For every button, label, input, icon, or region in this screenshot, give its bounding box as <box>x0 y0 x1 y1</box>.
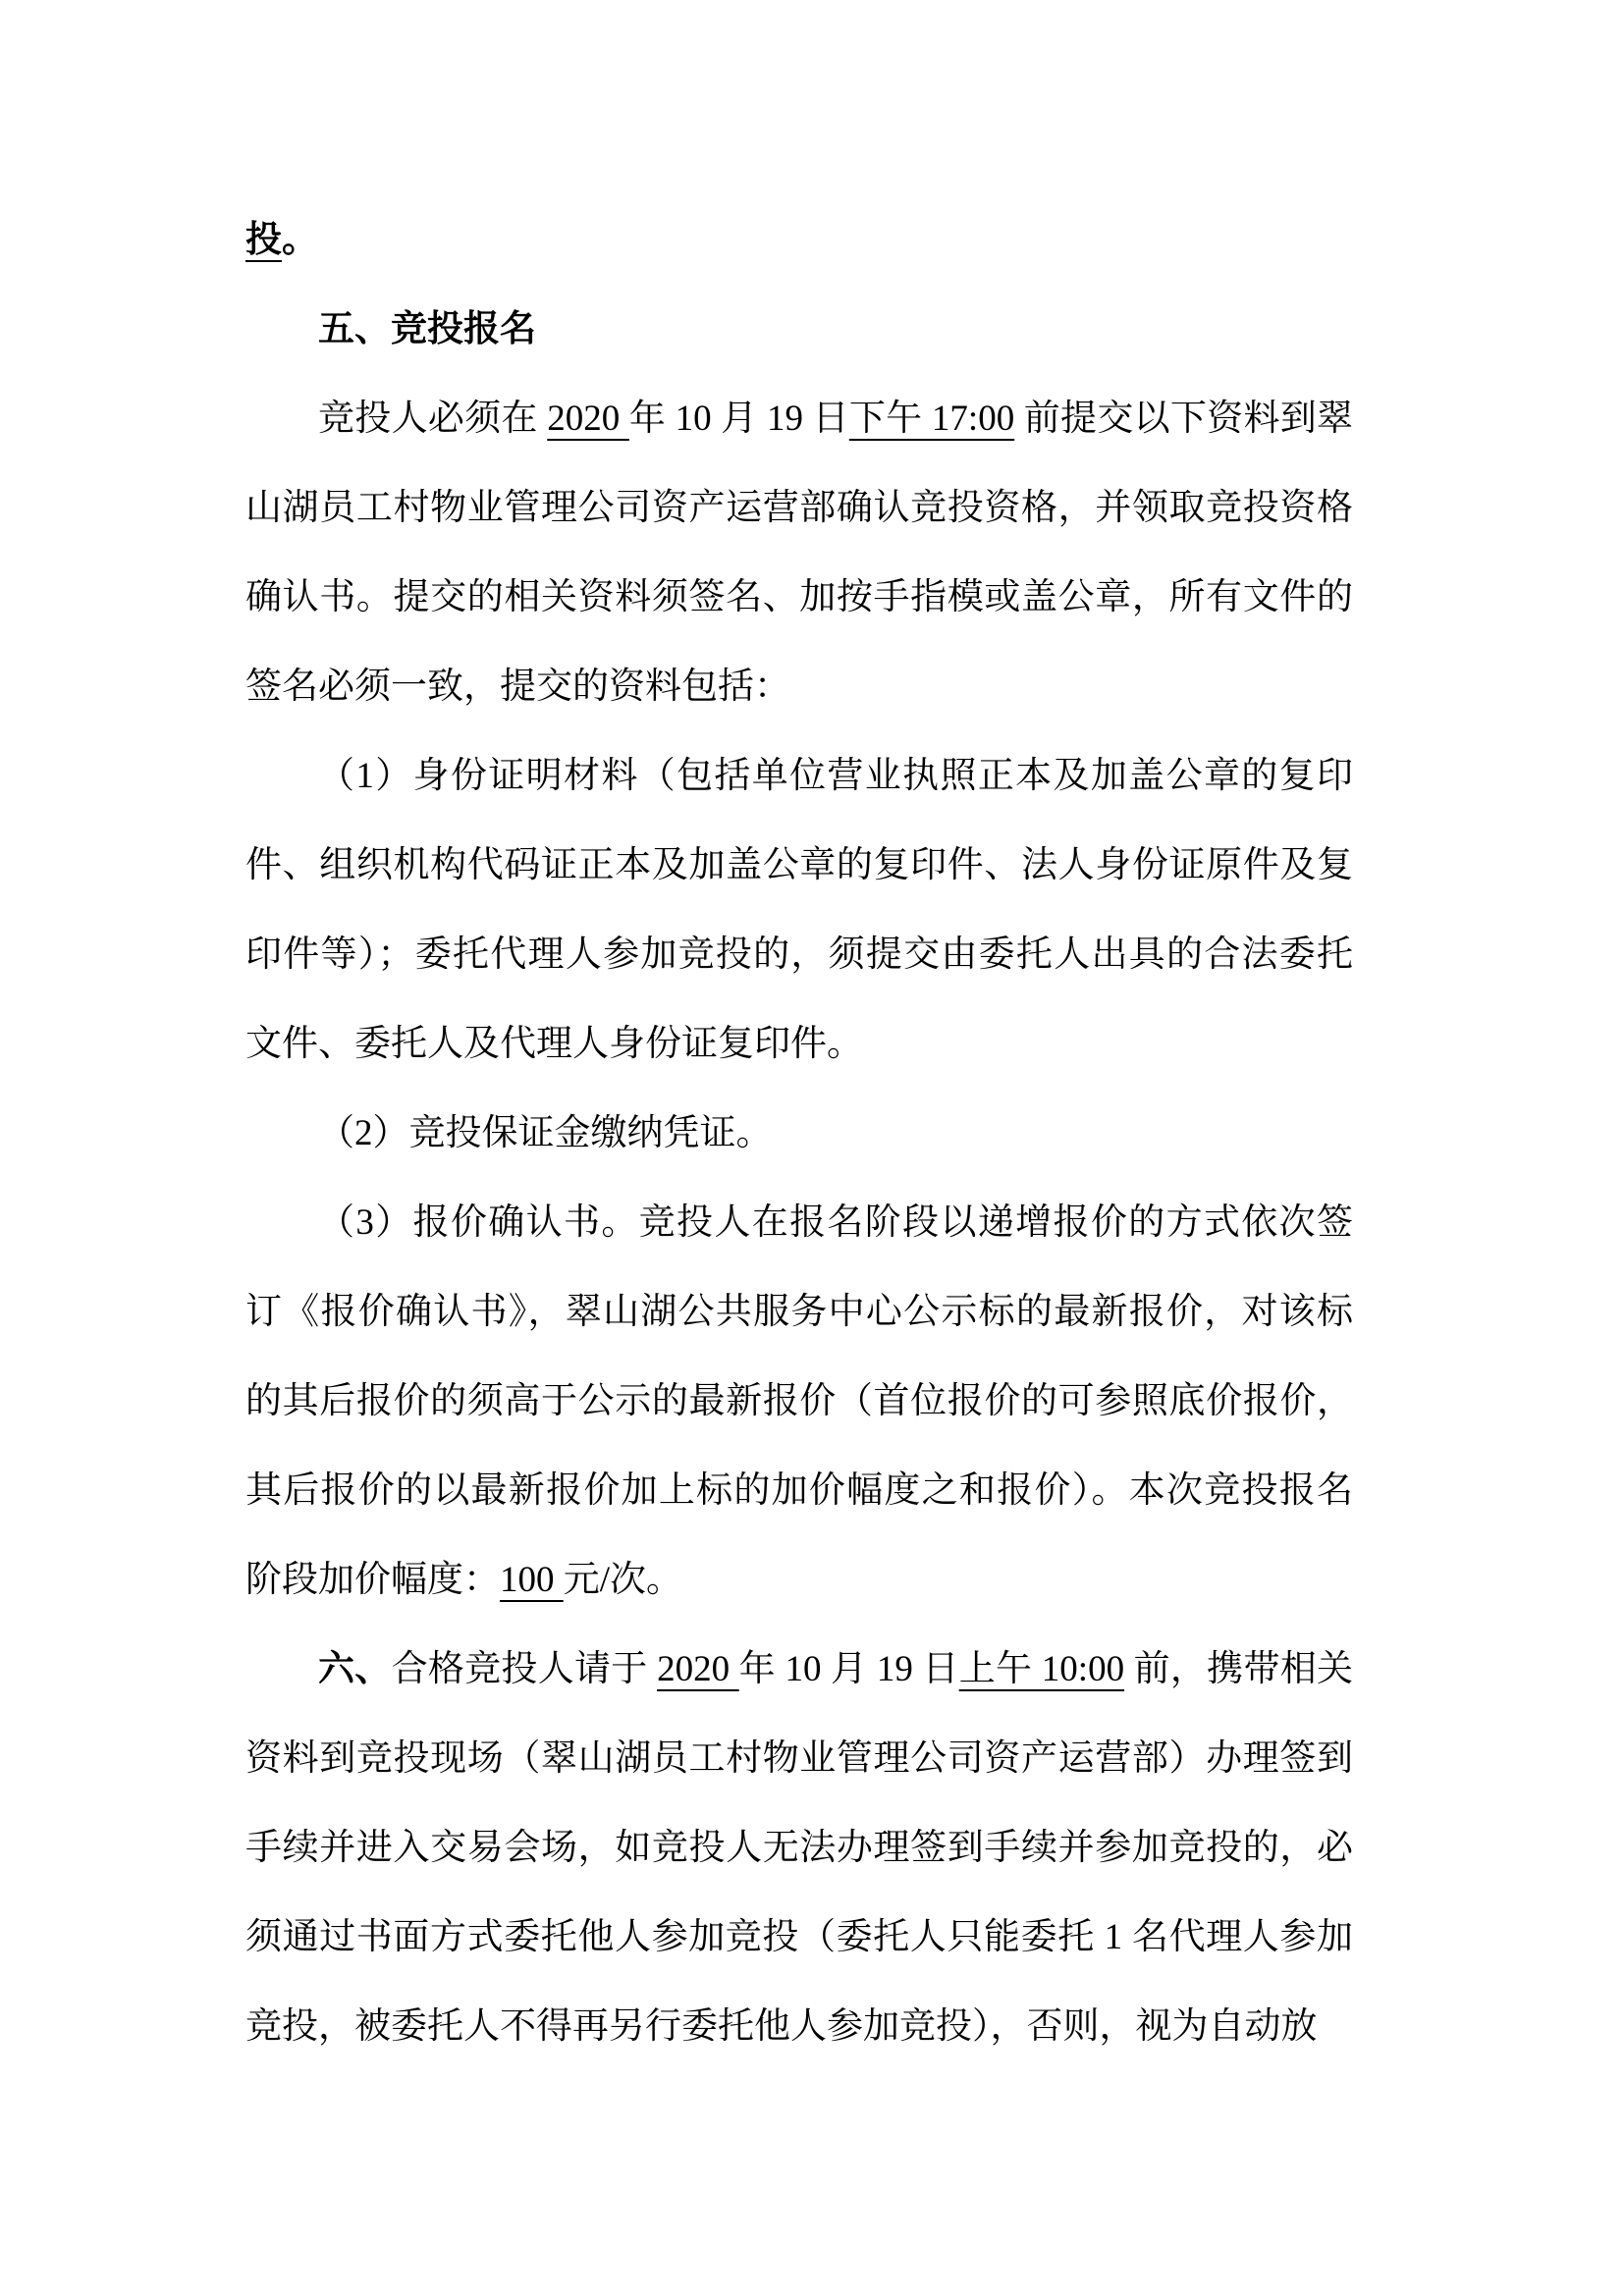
text-run: 合格竞投人请于 <box>391 1649 658 1689</box>
text-run: 五、竞投报名 <box>318 309 536 349</box>
heading-section-5 <box>245 285 1353 374</box>
text-run: 前，携带相关资料到竞投现场（翠山湖员工村物业管理公司资产运营部）办理签到手续并进入交易会场，如竞投人无法办理签到手续并参加竞投的，必须通过书面方式委托他人参加竞投（委托人只能委托 1 名代理人参加竞投，被委托人不得再另行委托他人参加竞投），否则，视为自动放 <box>245 1649 1354 2047</box>
text-run: 六、 <box>318 1649 392 1689</box>
text-run: 元/次。 <box>563 1560 683 1600</box>
text-run: 竞投人必须在 <box>318 399 548 439</box>
text-run: （3）报价确认书。竞投人在报名阶段以递增报价的方式依次签订《报价确认书》，翠山湖公共服务中心公示标的最新报价，对该标的其后报价的须高于公示的最新报价（首位报价的可参照底价报价，其后报价的以最新报价加上标的加价幅度之和报价）。本次竞投报名阶段加价幅度： <box>245 1202 1353 1600</box>
text-run: （1）身份证明材料（包括单位营业执照正本及加盖公章的复印件、组织机构代码证正本及加盖公章的复印件、法人身份证原件及复印件等）；委托代理人参加竞投的，须提交由委托人出具的合法委托文件、委托人及代理人身份证复印件。 <box>245 756 1353 1064</box>
text-run: 。 <box>282 220 318 260</box>
page-text <box>245 195 1353 2071</box>
text-run: 年 10 月 19 日 <box>628 399 849 439</box>
text-run: 上午 10:00 <box>958 1649 1125 1689</box>
text-run: 2020 <box>657 1649 739 1689</box>
text-run: 投 <box>245 220 282 260</box>
paragraph-registration-requirements <box>245 374 1353 731</box>
text-run: （2）竞投保证金缴纳凭证。 <box>318 1113 773 1153</box>
paragraph-continuation-from-previous-page <box>245 195 1353 285</box>
text-run: 2020 <box>547 399 629 439</box>
paragraph-section-6-signin-instructions <box>245 1625 1353 2071</box>
text-run: 年 10 月 19 日 <box>738 1649 959 1689</box>
paragraph-item-3-price-confirmation <box>245 1178 1353 1625</box>
text-run: 下午 17:00 <box>848 399 1015 439</box>
paragraph-item-2-deposit-receipt <box>245 1089 1353 1178</box>
text-run: 前提交以下资料到翠山湖员工村物业管理公司资产运营部确认竞投资格，并领取竞投资格确认书。提交的相关资料须签名、加按手指模或盖公章，所有文件的签名必须一致，提交的资料包括： <box>245 399 1354 707</box>
text-run: 100 <box>500 1560 564 1600</box>
paragraph-item-1-identity-materials <box>245 731 1353 1089</box>
